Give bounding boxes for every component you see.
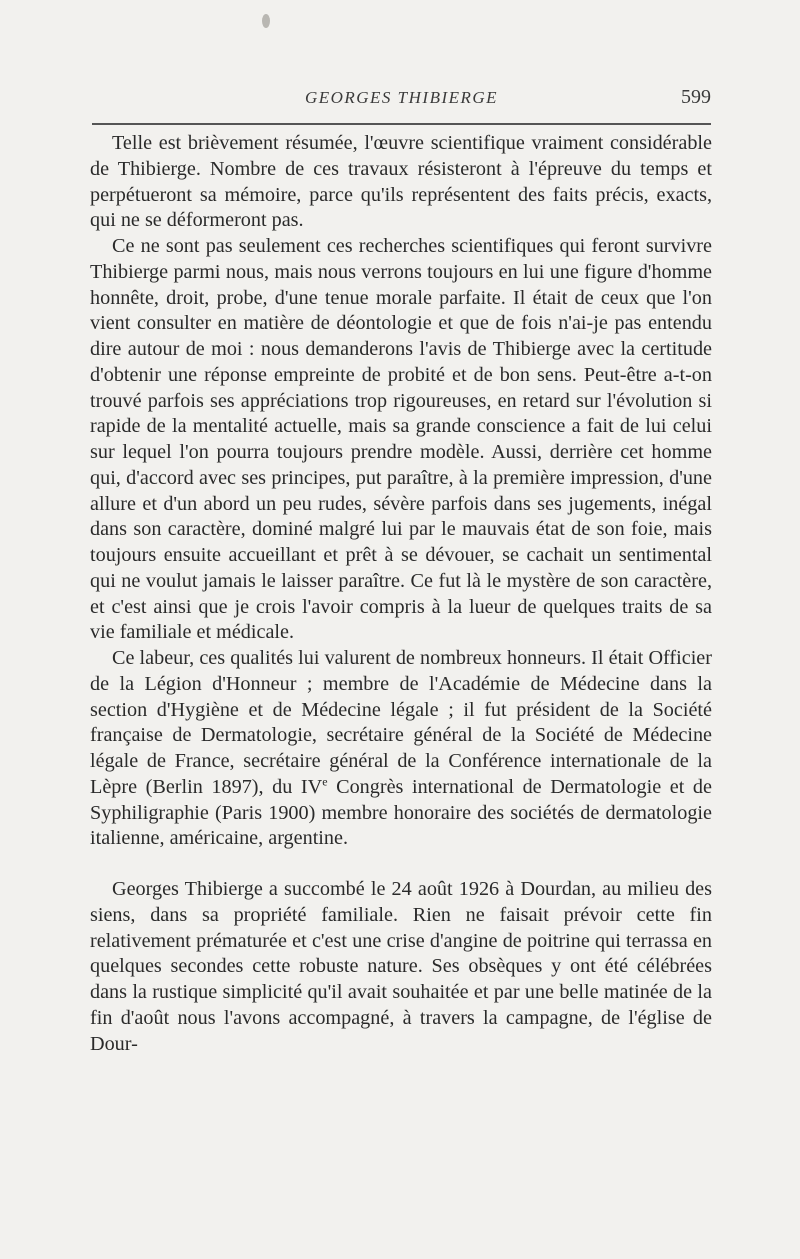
- paragraph-3-tail: Congrès international de Dermatologie et de Syphiligraphie (Paris 1900) membre honoraire des sociétés de dermatologie italienne, américaine, argentine.: [90, 775, 712, 850]
- print-smudge: [262, 14, 270, 28]
- running-title: GEORGES THIBIERGE: [304, 88, 499, 107]
- body-text: [90, 131, 712, 1057]
- paragraph-1: Telle est brièvement résumée, l'œuvre scientifique vraiment considérable de Thibierge. Nombre de ces travaux résisteront à l'épreuve du temps et perpétueront sa mémoire, parce qu'ils représentent des faits précis, exacts, qui ne se déformeront pas.: [90, 132, 712, 232]
- paragraph-3: [90, 646, 712, 852]
- page-number: 599: [681, 86, 711, 108]
- paragraph-2: Ce ne sont pas seulement ces recherches scientifiques qui feront survivre Thibierge parmi nous, mais nous verrons toujours en lui une figure d'homme honnête, droit, probe, d'une tenue morale parfaite. Il était de ceux que l'on vient consulter en matière de déontologie et que de fois n'ai-je pas entendu dire autour de moi : nous demanderons l'avis de Thibierge avec la certitude d'obtenir une réponse empreinte de probité et de bon sens. Peut-être a-t-on trouvé parfois ses appréciations trop rigoureuses, en retard sur l'évolution si rapide de la mentalité actuelle, mais sa grande conscience a fait de lui celui sur lequel l'on pourra toujours prendre modèle. Aussi, derrière cet homme qui, d'accord avec ses principes, put paraître, à la première impression, d'une allure et d'un abord un peu rudes, sévère parfois dans ses jugements, inégal dans son caractère, dominé malgré lui par le mauvais état de son foie, mais toujours ensuite accueillant et prêt à se dévouer, se cachait un sentimental qui ne voulut jamais le laisser paraître. Ce fut là le mystère de son caractère, et c'est ainsi que je crois l'avoir compris à la lueur de quelques traits de sa vie familiale et médicale.: [90, 235, 712, 644]
- paragraph-3-text: Ce labeur, ces qualités lui valurent de nombreux honneurs. Il était Officier de la Légion d'Honneur ; membre de l'Académie de Médecine dans la section d'Hygiène et de Médecine légale ; il fut président de la Société française de Dermatologie, secrétaire général de la Société de Médecine légale de France, secrétaire général de la Conférence internationale de la Lèpre (Berlin 1897), du IV: [90, 647, 712, 798]
- paragraph-4: Georges Thibierge a succombé le 24 août 1926 à Dourdan, au milieu des siens, dans sa propriété familiale. Rien ne faisait prévoir cette fin relativement prématurée et c'est une crise d'angine de poitrine qui terrassa en quelques secondes cette robuste nature. Ses obsèques y ont été célébrées dans la rustique simplicité qu'il avait souhaitée et par une belle matinée de la fin d'août nous l'avons accompagné, à travers la campagne, de l'église de Dour-: [90, 878, 712, 1055]
- ordinal-superscript: e: [322, 774, 328, 789]
- running-header: [92, 84, 711, 114]
- header-rule: [92, 123, 711, 125]
